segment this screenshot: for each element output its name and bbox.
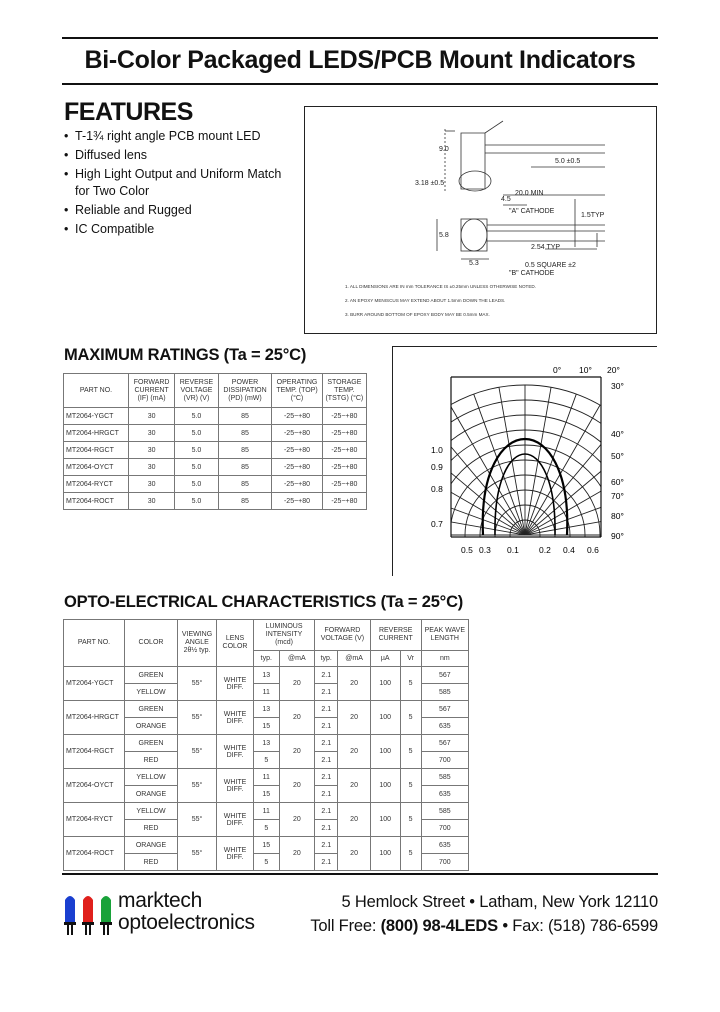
dim-label: 5.8 bbox=[439, 232, 449, 239]
table-cell: 20 bbox=[279, 837, 315, 871]
col-header: PART NO. bbox=[64, 374, 129, 408]
led-logo-icon bbox=[64, 896, 112, 935]
table-cell: 100 bbox=[370, 803, 400, 837]
feature-item: • Reliable and Rugged bbox=[64, 202, 295, 219]
table-cell: MT2064-RYCT bbox=[64, 803, 125, 837]
table-cell: 30 bbox=[129, 425, 175, 442]
table-row bbox=[64, 735, 469, 752]
table-cell: 20 bbox=[338, 701, 370, 735]
angle-label-right: 60° bbox=[611, 477, 624, 487]
col-header: VIEWING ANGLE 2θ½ typ. bbox=[178, 620, 217, 667]
table-cell: WHITE DIFF. bbox=[217, 701, 254, 735]
table-cell: 85 bbox=[218, 442, 272, 459]
address: 5 Hemlock Street • Latham, New York 12110 bbox=[341, 893, 658, 911]
angle-label-right: 90° bbox=[611, 531, 624, 541]
table-cell: MT2064-RYCT bbox=[64, 476, 129, 493]
table-cell: 2.1 bbox=[315, 854, 338, 871]
table-cell: 2.1 bbox=[315, 735, 338, 752]
table-cell: 55° bbox=[178, 667, 217, 701]
table-cell: 85 bbox=[218, 408, 272, 425]
table-cell: 585 bbox=[421, 769, 468, 786]
table-cell: WHITE DIFF. bbox=[217, 769, 254, 803]
table-cell: 5 bbox=[400, 803, 421, 837]
table-cell: 585 bbox=[421, 803, 468, 820]
radial-label: 0.7 bbox=[431, 519, 443, 529]
sub-header: typ. bbox=[315, 651, 338, 667]
table-cell: GREEN bbox=[125, 701, 178, 718]
bottom-label: 0.6 bbox=[587, 545, 599, 555]
col-header: REVERSE VOLTAGE (VR) (V) bbox=[175, 374, 219, 408]
col-header: COLOR bbox=[125, 620, 178, 667]
table-cell: 5.0 bbox=[175, 493, 219, 510]
table-cell: ORANGE bbox=[125, 837, 178, 854]
table-cell: RED bbox=[125, 854, 178, 871]
table-cell: 20 bbox=[338, 837, 370, 871]
table-cell: 100 bbox=[370, 667, 400, 701]
radiation-chart-svg bbox=[393, 347, 658, 577]
dim-label: 3.18 ±0.5 bbox=[415, 180, 445, 187]
table-cell: 2.1 bbox=[315, 820, 338, 837]
table-cell: 5.0 bbox=[175, 476, 219, 493]
dimension-drawing bbox=[304, 106, 657, 334]
company-line2: optoelectronics bbox=[118, 911, 255, 934]
dim-note: 3. BURR AROUND BOTTOM OF EPOXY BODY MAY BE 0.5mm MAX. bbox=[345, 312, 490, 317]
table-cell: 5.0 bbox=[175, 425, 219, 442]
table-row bbox=[64, 667, 469, 684]
col-header: FORWARD CURRENT (IF) (mA) bbox=[129, 374, 175, 408]
features-list bbox=[64, 128, 295, 240]
table-cell: 2.1 bbox=[315, 684, 338, 701]
table-cell: YELLOW bbox=[125, 684, 178, 701]
table-cell: MT2064-RGCT bbox=[64, 735, 125, 769]
table-cell: 15 bbox=[254, 837, 280, 854]
table-cell: 30 bbox=[129, 408, 175, 425]
angle-label-right: 40° bbox=[611, 429, 624, 439]
table-cell: 20 bbox=[279, 769, 315, 803]
table-cell: -25~+80 bbox=[322, 476, 366, 493]
features-heading: FEATURES bbox=[64, 98, 193, 126]
company-name bbox=[118, 890, 255, 934]
table-cell: MT2064-YGCT bbox=[64, 408, 129, 425]
table-cell: 2.1 bbox=[315, 786, 338, 803]
table-cell: GREEN bbox=[125, 735, 178, 752]
table-cell: 30 bbox=[129, 459, 175, 476]
table-cell: 635 bbox=[421, 837, 468, 854]
table-cell: MT2064-OYCT bbox=[64, 459, 129, 476]
opto-table bbox=[63, 619, 469, 871]
table-cell: 100 bbox=[370, 769, 400, 803]
table-cell: -25~+80 bbox=[322, 442, 366, 459]
table-cell: 2.1 bbox=[315, 803, 338, 820]
table-row bbox=[64, 769, 469, 786]
table-row bbox=[64, 442, 367, 459]
dim-label: 4.5 bbox=[501, 196, 511, 203]
radial-label: 0.9 bbox=[431, 462, 443, 472]
table-cell: 2.1 bbox=[315, 718, 338, 735]
table-cell: -25~+80 bbox=[272, 459, 322, 476]
table-cell: 5 bbox=[254, 854, 280, 871]
dim-label: 5.3 bbox=[469, 260, 479, 267]
table-cell: WHITE DIFF. bbox=[217, 667, 254, 701]
angle-label-top: 20° bbox=[607, 365, 620, 375]
table-cell: 85 bbox=[218, 476, 272, 493]
table-cell: MT2064-OYCT bbox=[64, 769, 125, 803]
table-cell: 5 bbox=[254, 820, 280, 837]
table-cell: MT2064-HRGCT bbox=[64, 701, 125, 735]
bottom-label: 0.2 bbox=[539, 545, 551, 555]
table-cell: 5.0 bbox=[175, 442, 219, 459]
opto-heading: OPTO-ELECTRICAL CHARACTERISTICS (Ta = 25°C) bbox=[64, 593, 464, 611]
table-cell: 567 bbox=[421, 667, 468, 684]
table-cell: 11 bbox=[254, 684, 280, 701]
title-rule bbox=[62, 83, 658, 85]
table-cell: -25~+80 bbox=[272, 442, 322, 459]
table-cell: 30 bbox=[129, 493, 175, 510]
top-rule bbox=[62, 37, 658, 39]
table-cell: 20 bbox=[338, 735, 370, 769]
table-cell: 700 bbox=[421, 854, 468, 871]
table-cell: RED bbox=[125, 820, 178, 837]
table-cell: 2.1 bbox=[315, 769, 338, 786]
table-cell: 700 bbox=[421, 820, 468, 837]
table-cell: 20 bbox=[279, 701, 315, 735]
feature-item: • High Light Output and Uniform Match for Two Color bbox=[64, 166, 295, 200]
table-cell: 5.0 bbox=[175, 459, 219, 476]
table-cell: YELLOW bbox=[125, 803, 178, 820]
bottom-label: 0.3 bbox=[479, 545, 491, 555]
dim-label: 5.0 ±0.5 bbox=[555, 158, 581, 165]
dim-label: "A" CATHODE bbox=[509, 208, 555, 215]
dimension-drawing-svg bbox=[305, 107, 658, 335]
company-line1: marktech bbox=[118, 889, 202, 912]
table-cell: 2.1 bbox=[315, 667, 338, 684]
dim-label: 9.0 bbox=[439, 146, 449, 153]
angle-label-right: 30° bbox=[611, 381, 624, 391]
table-cell: 635 bbox=[421, 718, 468, 735]
table-cell: 567 bbox=[421, 735, 468, 752]
table-row bbox=[64, 803, 469, 820]
table-cell: GREEN bbox=[125, 667, 178, 684]
table-cell: 20 bbox=[338, 769, 370, 803]
phone-line bbox=[310, 914, 658, 938]
table-cell: 20 bbox=[279, 735, 315, 769]
table-cell: 567 bbox=[421, 701, 468, 718]
max-ratings-heading: MAXIMUM RATINGS (Ta = 25°C) bbox=[64, 346, 307, 364]
table-cell: 100 bbox=[370, 735, 400, 769]
table-cell: 100 bbox=[370, 701, 400, 735]
table-cell: -25~+80 bbox=[322, 459, 366, 476]
table-cell: 55° bbox=[178, 803, 217, 837]
angle-label-right: 50° bbox=[611, 451, 624, 461]
table-row bbox=[64, 493, 367, 510]
table-row bbox=[64, 476, 367, 493]
grid-spoke bbox=[525, 484, 658, 535]
footer-rule bbox=[62, 873, 658, 875]
table-cell: 20 bbox=[338, 667, 370, 701]
table-cell: WHITE DIFF. bbox=[217, 803, 254, 837]
table-cell: 15 bbox=[254, 786, 280, 803]
table-cell: 30 bbox=[129, 442, 175, 459]
table-cell: RED bbox=[125, 752, 178, 769]
table-cell: 55° bbox=[178, 769, 217, 803]
table-cell: ORANGE bbox=[125, 786, 178, 803]
table-cell: 5 bbox=[400, 769, 421, 803]
table-cell: 5 bbox=[400, 667, 421, 701]
table-cell: 5 bbox=[254, 752, 280, 769]
sub-header: µA bbox=[370, 651, 400, 667]
col-header: LENS COLOR bbox=[217, 620, 254, 667]
dim-label: 20.0 MIN bbox=[515, 190, 544, 197]
col-header: FORWARD VOLTAGE (V) bbox=[315, 620, 371, 651]
table-cell: WHITE DIFF. bbox=[217, 735, 254, 769]
table-cell: ORANGE bbox=[125, 718, 178, 735]
feature-item: • T-1¾ right angle PCB mount LED bbox=[64, 128, 295, 145]
table-row bbox=[64, 408, 367, 425]
table-cell: -25~+80 bbox=[322, 425, 366, 442]
table-cell: MT2064-ROCT bbox=[64, 837, 125, 871]
table-cell: 585 bbox=[421, 684, 468, 701]
dim-label: "B" CATHODE bbox=[509, 270, 555, 277]
table-row bbox=[64, 837, 469, 854]
dim-note: 2. AN EPOXY MENISCUS MAY EXTEND ABOUT 1.5mm DOWN THE LEADS. bbox=[345, 298, 506, 303]
table-cell: 100 bbox=[370, 837, 400, 871]
tollfree-label: Toll Free: bbox=[310, 917, 381, 935]
col-header: POWER DISSIPATION (PD) (mW) bbox=[218, 374, 272, 408]
fax: • Fax: (518) 786-6599 bbox=[497, 917, 658, 935]
table-cell: 2.1 bbox=[315, 701, 338, 718]
feature-item: • IC Compatible bbox=[64, 221, 295, 238]
table-row bbox=[64, 701, 469, 718]
col-header: REVERSE CURRENT bbox=[370, 620, 421, 651]
table-cell: MT2064-RGCT bbox=[64, 442, 129, 459]
max-ratings-table bbox=[63, 373, 367, 510]
bottom-label: 0.4 bbox=[563, 545, 575, 555]
angle-label-right: 70° bbox=[611, 491, 624, 501]
table-cell: 20 bbox=[279, 667, 315, 701]
table-cell: 5 bbox=[400, 701, 421, 735]
table-cell: 30 bbox=[129, 476, 175, 493]
bottom-label: 0.1 bbox=[507, 545, 519, 555]
table-cell: 13 bbox=[254, 735, 280, 752]
table-cell: WHITE DIFF. bbox=[217, 837, 254, 871]
table-cell: 85 bbox=[218, 425, 272, 442]
bottom-label: 0.5 bbox=[461, 545, 473, 555]
radial-label: 0.8 bbox=[431, 484, 443, 494]
table-cell: YELLOW bbox=[125, 769, 178, 786]
tollfree-number: (800) 98-4LEDS bbox=[380, 917, 498, 935]
marktech-logo bbox=[64, 892, 116, 936]
table-cell: 85 bbox=[218, 493, 272, 510]
table-cell: MT2064-HRGCT bbox=[64, 425, 129, 442]
angle-label-top: 10° bbox=[579, 365, 592, 375]
contact-block bbox=[310, 890, 658, 938]
table-cell: 15 bbox=[254, 718, 280, 735]
radiation-chart bbox=[392, 346, 657, 576]
col-header: PART NO. bbox=[64, 620, 125, 667]
sub-header: @mA bbox=[279, 651, 315, 667]
table-cell: 85 bbox=[218, 459, 272, 476]
angle-label-right: 80° bbox=[611, 511, 624, 521]
table-cell: 11 bbox=[254, 803, 280, 820]
table-row bbox=[64, 459, 367, 476]
col-header: PEAK WAVE LENGTH bbox=[421, 620, 468, 651]
angle-label-top: 0° bbox=[553, 365, 562, 375]
table-cell: -25~+80 bbox=[272, 476, 322, 493]
sub-header: @mA bbox=[338, 651, 370, 667]
table-cell: -25~+80 bbox=[322, 493, 366, 510]
table-cell: MT2064-ROCT bbox=[64, 493, 129, 510]
table-cell: 11 bbox=[254, 769, 280, 786]
dim-label: 2.54 TYP bbox=[531, 244, 561, 251]
table-cell: 55° bbox=[178, 735, 217, 769]
table-cell: 13 bbox=[254, 701, 280, 718]
page-title: Bi-Color Packaged LEDS/PCB Mount Indicators bbox=[84, 46, 636, 74]
grid-spoke bbox=[393, 484, 525, 535]
col-header: OPERATING TEMP. (TOP) (°C) bbox=[272, 374, 322, 408]
feature-item: • Diffused lens bbox=[64, 147, 295, 164]
table-cell: 635 bbox=[421, 786, 468, 803]
table-cell: MT2064-YGCT bbox=[64, 667, 125, 701]
table-cell: 55° bbox=[178, 701, 217, 735]
table-cell: 20 bbox=[279, 803, 315, 837]
sub-header: typ. bbox=[254, 651, 280, 667]
table-cell: 2.1 bbox=[315, 837, 338, 854]
dim-label: 1.5TYP bbox=[581, 212, 605, 219]
radial-label: 1.0 bbox=[431, 445, 443, 455]
dim-note: 1. ALL DIMENSIONS ARE IN mm TOLERANCE IS ±0.25mm UNLESS OTHERWISE NOTED. bbox=[345, 284, 536, 289]
table-cell: 20 bbox=[338, 803, 370, 837]
table-cell: 55° bbox=[178, 837, 217, 871]
table-cell: -25~+80 bbox=[322, 408, 366, 425]
col-header: STORAGE TEMP. (TSTG) (°C) bbox=[322, 374, 366, 408]
sub-header: Vr bbox=[400, 651, 421, 667]
table-cell: 5.0 bbox=[175, 408, 219, 425]
table-cell: 13 bbox=[254, 667, 280, 684]
table-cell: -25~+80 bbox=[272, 408, 322, 425]
table-cell: -25~+80 bbox=[272, 493, 322, 510]
table-cell: 5 bbox=[400, 735, 421, 769]
dim-label: 0.5 SQUARE ±2 bbox=[525, 262, 576, 269]
table-cell: 2.1 bbox=[315, 752, 338, 769]
table-cell: 700 bbox=[421, 752, 468, 769]
col-header: LUMINOUS INTENSITY (mcd) bbox=[254, 620, 315, 651]
table-row bbox=[64, 425, 367, 442]
table-cell: -25~+80 bbox=[272, 425, 322, 442]
table-cell: 5 bbox=[400, 837, 421, 871]
sub-header: nm bbox=[421, 651, 468, 667]
